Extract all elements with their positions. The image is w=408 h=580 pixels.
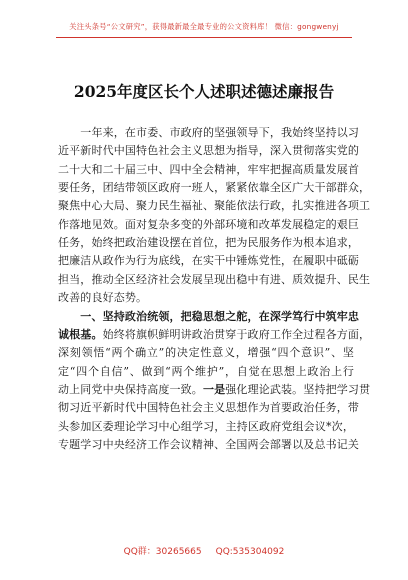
body-text: 头参加区委理论学习中心组学习，主持区政府党组会议*次， (58, 419, 354, 433)
body-text: 诚根基。 (58, 327, 103, 341)
body-text: 担当，推动全区经济社会发展呈现出稳中有进、质效提升、民生 (58, 272, 371, 286)
body-line (58, 126, 360, 140)
body-line (58, 217, 360, 232)
body-line (58, 346, 354, 360)
body-line (58, 181, 371, 195)
body-text: 一是 (202, 382, 226, 396)
body-text: 一、坚持政治统领，把稳思想之舵，在深学笃行中筑牢忠 (58, 309, 360, 323)
body-text: 彻习近平新时代中国特色社会主义思想作为首要政治任务，带 (58, 401, 360, 415)
body-text: 近平新时代中国特色社会主义思想为指导，深入贯彻落实党的 (58, 144, 360, 158)
body-line (58, 236, 360, 250)
body-text: 动上同党中央保持高度一致。 (58, 382, 203, 396)
body-text: 作落地见效。面对复杂多变的外部环境和改革发展稳定的艰巨 (58, 217, 360, 231)
body-line (58, 144, 360, 158)
body-line (58, 420, 354, 434)
body-text: 要任务，团结带领区政府一班人，紧紧依靠全区广大干部群众， (58, 181, 371, 195)
document-title: 2025年度区长个人述职述德述廉报告 (73, 82, 335, 101)
body-text: 强化理论武装。坚持把学习贯 (225, 382, 371, 396)
body-text: 一年来，在市委、市政府的坚强领导下，我始终坚持以习 (58, 126, 360, 139)
body-line (58, 327, 371, 342)
header-divider (56, 37, 352, 38)
body-text: 聚焦中心大局、聚力民生福祉、聚能依法行政，扎实推进各项工 (58, 199, 371, 213)
footer-contact (0, 544, 408, 557)
body-line (58, 365, 354, 379)
body-line (58, 401, 360, 415)
body-text: 把廉洁从政作为行为底线，在实干中锤炼党性，在履职中砥砺 (58, 254, 360, 268)
body-line (58, 291, 354, 305)
body-text: 始终将旗帜鲜明讲政治贯穿于政府工作全过程各方面， (102, 327, 371, 341)
body-line (58, 254, 360, 268)
body-text: 定“四个自信”、做到“两个维护”，自觉在思想上政治上行 (58, 364, 354, 378)
footer-qq: QQ:535304092 (215, 547, 285, 557)
header-banner: 关注头条号“公文研究”，获得最新最全最专业的公文资料库！ 微信：gongwenyj (69, 22, 339, 31)
body-text: 改善的良好态势。 (58, 291, 148, 305)
body-line (58, 437, 360, 452)
body-line (58, 199, 371, 213)
body-line (58, 382, 371, 397)
body-text: 专题学习中央经济工作会议精神、全国两会部署以及总书记关 (58, 437, 360, 451)
footer-qq-group: QQ群：30265665 (123, 547, 202, 557)
body-line (58, 309, 360, 324)
body-text: 深刻领悟“两个确立”的决定性意义，增强“四个意识”、坚 (58, 346, 354, 360)
body-text: 二十大和二十届三中、四中全会精神，牢牢把握高质量发展首 (58, 162, 360, 176)
body-line (58, 272, 371, 287)
body-text: 任务，始终把政治建设摆在首位，把为民服务作为根本追求， (58, 236, 360, 250)
body-line (58, 162, 360, 177)
